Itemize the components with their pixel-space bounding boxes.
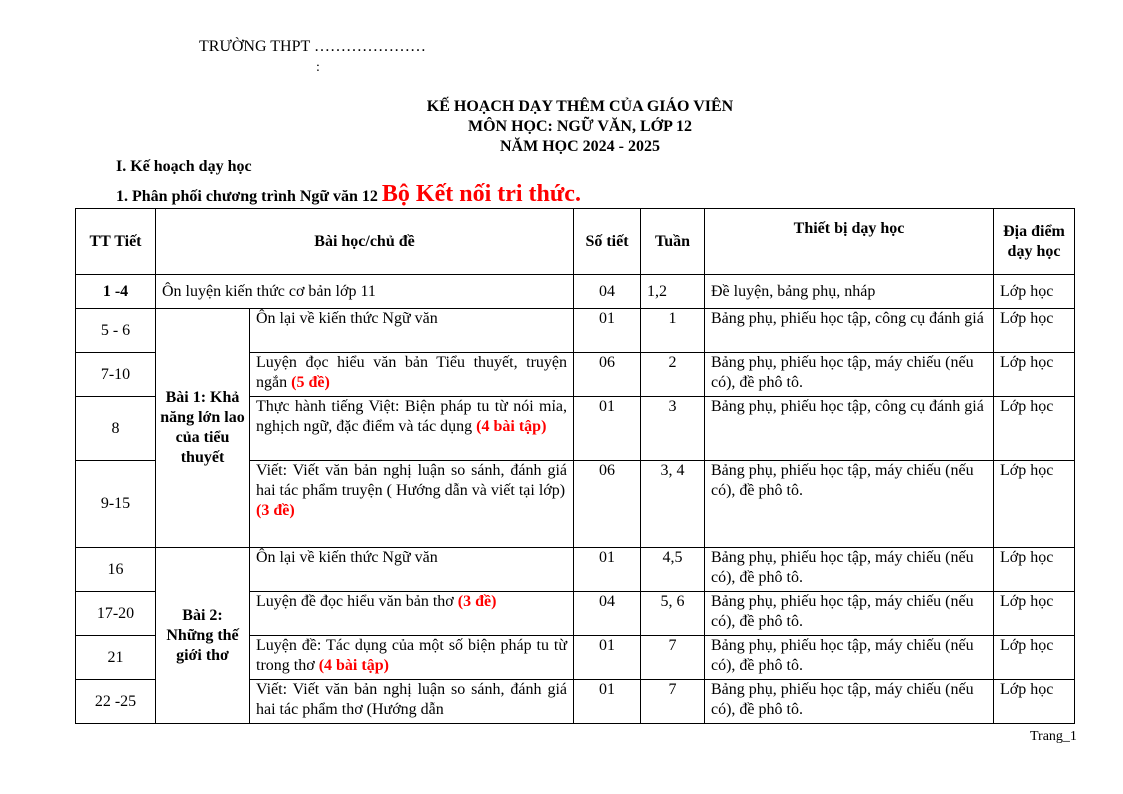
- unit-name: Bài 1: Khả năng lớn lao của tiểu thuyết: [156, 309, 250, 548]
- row-place: Lớp học: [994, 592, 1075, 636]
- row-tt: 22 -25: [76, 680, 156, 724]
- table-row: [76, 275, 1075, 309]
- row-place: Lớp học: [994, 680, 1075, 724]
- header-equipment: Thiết bị dạy học: [705, 209, 994, 275]
- row-tt: 7-10: [76, 353, 156, 397]
- curriculum-table: [75, 208, 1075, 724]
- row-equipment: Bảng phụ, phiếu học tập, máy chiếu (nếu có), đề phô tô.: [705, 592, 994, 636]
- row-place: Lớp học: [994, 353, 1075, 397]
- row-week: 4,5: [641, 548, 705, 592]
- row-place: Lớp học: [994, 275, 1075, 309]
- row-tt: 9-15: [76, 461, 156, 548]
- table-row: [76, 309, 1075, 353]
- row-tt: 8: [76, 397, 156, 461]
- row-content: Ôn lại về kiến thức Ngữ văn: [250, 309, 574, 353]
- row-week: 1: [641, 309, 705, 353]
- row-content: Thực hành tiếng Việt: Biện pháp tu từ nói mỉa, nghịch ngữ, đặc điểm và tác dụng (4 bài tập): [250, 397, 574, 461]
- row-equipment: Bảng phụ, phiếu học tập, máy chiếu (nếu có), đề phô tô.: [705, 636, 994, 680]
- row-place: Lớp học: [994, 636, 1075, 680]
- row-periods: 06: [574, 353, 641, 397]
- row-place: Lớp học: [994, 397, 1075, 461]
- row-content: Viết: Viết văn bản nghị luận so sánh, đánh giá hai tác phẩm truyện ( Hướng dẫn và viết tại lớp) (3 đề): [250, 461, 574, 548]
- table-header-row: [76, 209, 1075, 275]
- row-content: Ôn lại về kiến thức Ngữ văn: [250, 548, 574, 592]
- row-equipment: Bảng phụ, phiếu học tập, máy chiếu (nếu có), đề phô tô.: [705, 353, 994, 397]
- header-week: Tuần: [641, 209, 705, 275]
- row-week: 7: [641, 636, 705, 680]
- row-week: 3, 4: [641, 461, 705, 548]
- row-tt: 16: [76, 548, 156, 592]
- row-periods: 01: [574, 636, 641, 680]
- row-place: Lớp học: [994, 548, 1075, 592]
- row-periods: 04: [574, 275, 641, 309]
- row-periods: 04: [574, 592, 641, 636]
- row-content: Luyện đề: Tác dụng của một số biện pháp tu từ trong thơ (4 bài tập): [250, 636, 574, 680]
- unit-name: Bài 2: Những thế giới thơ: [156, 548, 250, 724]
- school-label: TRƯỜNG THPT …………………: [199, 38, 426, 55]
- row-content: Viết: Viết văn bản nghị luận so sánh, đánh giá hai tác phẩm thơ (Hướng dẫn: [250, 680, 574, 724]
- header-topic: Bài học/chủ đề: [156, 209, 574, 275]
- row-equipment: Đề luyện, bảng phụ, nháp: [705, 275, 994, 309]
- row-week: 5, 6: [641, 592, 705, 636]
- doc-subject: MÔN HỌC: NGỮ VĂN, LỚP 12: [468, 118, 692, 135]
- row-tt: 1 -4: [76, 275, 156, 309]
- table-row: [76, 548, 1075, 592]
- row-tt: 17-20: [76, 592, 156, 636]
- row-tt: 21: [76, 636, 156, 680]
- row-content: Ôn luyện kiến thức cơ bản lớp 11: [156, 275, 574, 309]
- subsection-highlight: Bộ Kết nối tri thức.: [381, 181, 581, 207]
- row-equipment: Bảng phụ, phiếu học tập, máy chiếu (nếu có), đề phô tô.: [705, 548, 994, 592]
- school-name: [199, 38, 426, 75]
- row-equipment: Bảng phụ, phiếu học tập, máy chiếu (nếu có), đề phô tô.: [705, 461, 994, 548]
- row-week: 2: [641, 353, 705, 397]
- doc-title: KẾ HOẠCH DẠY THÊM CỦA GIÁO VIÊN: [426, 98, 734, 115]
- row-periods: 01: [574, 397, 641, 461]
- row-equipment: Bảng phụ, phiếu học tập, công cụ đánh giá: [705, 397, 994, 461]
- header-periods: Số tiết: [574, 209, 641, 275]
- header-place: Địa điểm dạy học: [994, 209, 1075, 275]
- school-colon: :: [316, 60, 320, 75]
- section-heading: I. Kế hoạch dạy học: [116, 158, 252, 175]
- header-tt: TT Tiết: [76, 209, 156, 275]
- page-number: Trang_1: [1030, 729, 1077, 744]
- row-content: Luyện đọc hiểu văn bản Tiểu thuyết, truyện ngắn (5 đề): [250, 353, 574, 397]
- row-periods: 01: [574, 548, 641, 592]
- document-titles: [0, 97, 1123, 157]
- row-week: 3: [641, 397, 705, 461]
- row-equipment: Bảng phụ, phiếu học tập, công cụ đánh giá: [705, 309, 994, 353]
- row-place: Lớp học: [994, 309, 1075, 353]
- subsection-heading: [116, 181, 581, 208]
- row-week: 1,2: [641, 275, 705, 309]
- row-content: Luyện đề đọc hiểu văn bản thơ (3 đề): [250, 592, 574, 636]
- row-periods: 01: [574, 309, 641, 353]
- row-periods: 06: [574, 461, 641, 548]
- row-tt: 5 - 6: [76, 309, 156, 353]
- subsection-text: 1. Phân phối chương trình Ngữ văn 12: [116, 188, 382, 205]
- row-place: Lớp học: [994, 461, 1075, 548]
- row-periods: 01: [574, 680, 641, 724]
- doc-year: NĂM HỌC 2024 - 2025: [500, 138, 660, 155]
- row-equipment: Bảng phụ, phiếu học tập, máy chiếu (nếu có), đề phô tô.: [705, 680, 994, 724]
- row-week: 7: [641, 680, 705, 724]
